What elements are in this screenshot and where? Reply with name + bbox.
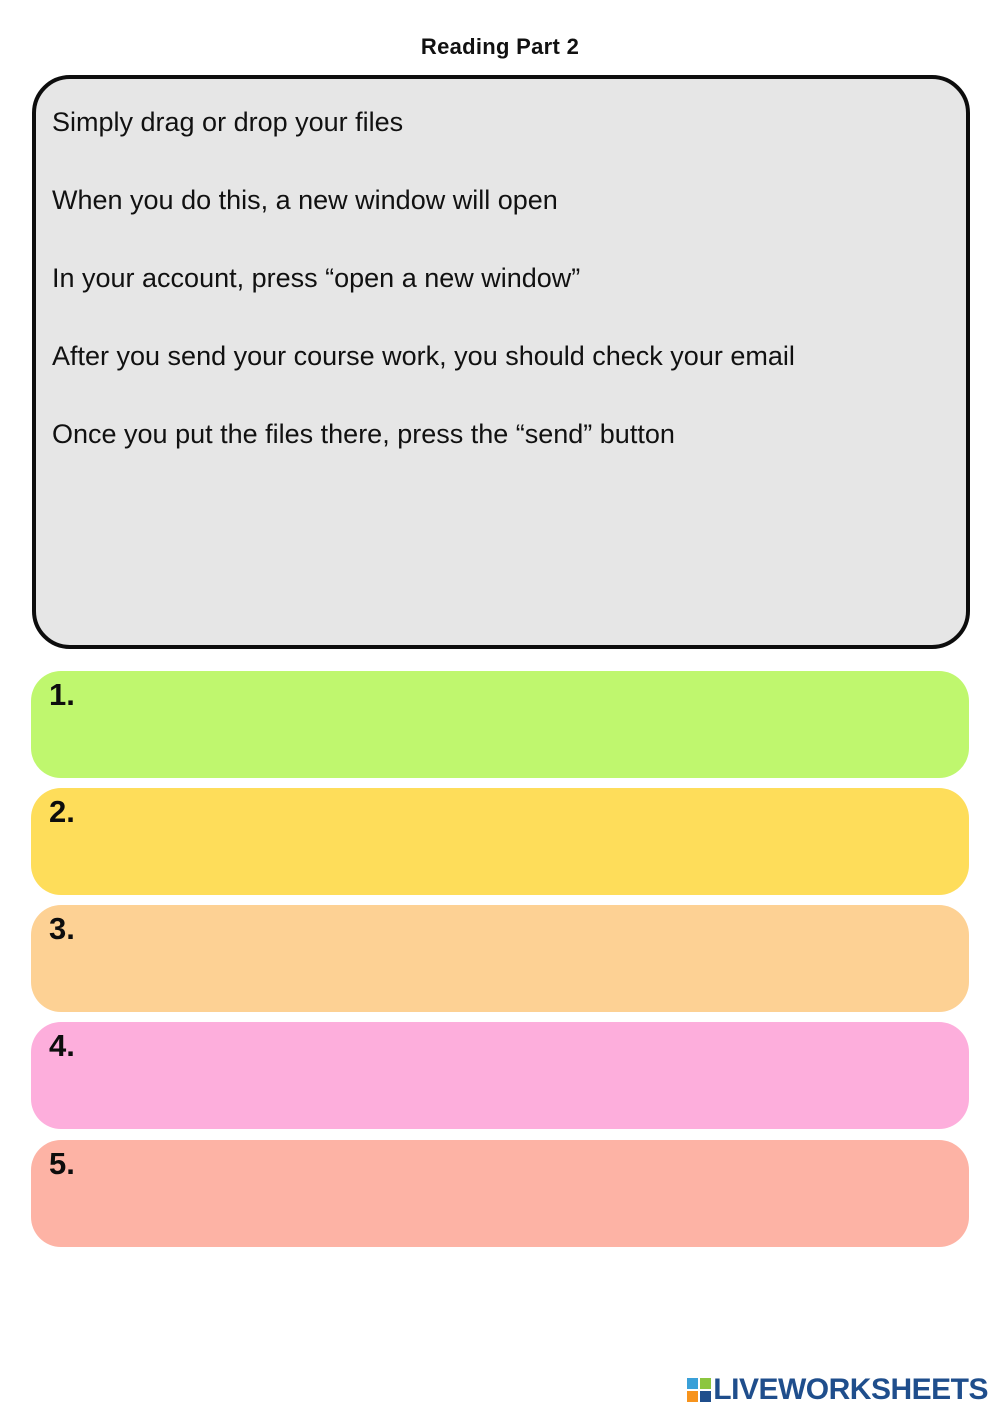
answer-slot-5 [31, 1140, 969, 1247]
answer-number-5: 5. [49, 1146, 75, 1181]
answer-slot-1 [31, 671, 969, 778]
answer-drop-zone-1[interactable] [101, 681, 949, 768]
sentence-box [32, 75, 970, 649]
answer-number-2: 2. [49, 794, 75, 829]
answer-drop-zone-2[interactable] [101, 798, 949, 885]
answer-slot-3 [31, 905, 969, 1012]
sentence-3[interactable]: In your account, press “open a new window” [52, 263, 581, 293]
answer-number-3: 3. [49, 911, 75, 946]
answer-drop-zone-4[interactable] [101, 1032, 949, 1119]
page-title: Reading Part 2 [420, 34, 580, 59]
brand-name: LIVEWORKSHEETS [713, 1373, 988, 1406]
answer-number-1: 1. [49, 677, 75, 712]
answer-number-4: 4. [49, 1028, 75, 1063]
sentence-1[interactable]: Simply drag or drop your files [52, 107, 404, 137]
answer-slot-4 [31, 1022, 969, 1129]
sentence-5[interactable]: Once you put the files there, press the “send” button [52, 419, 675, 449]
answer-drop-zone-3[interactable] [101, 915, 949, 1002]
sentence-4[interactable]: After you send your course work, you should check your email [52, 341, 795, 371]
brand-logo[interactable] [687, 1372, 988, 1408]
liveworksheets-logo-icon [687, 1378, 711, 1402]
answer-drop-zone-5[interactable] [101, 1150, 949, 1237]
sentence-2[interactable]: When you do this, a new window will open [52, 185, 558, 215]
answer-slot-2 [31, 788, 969, 895]
